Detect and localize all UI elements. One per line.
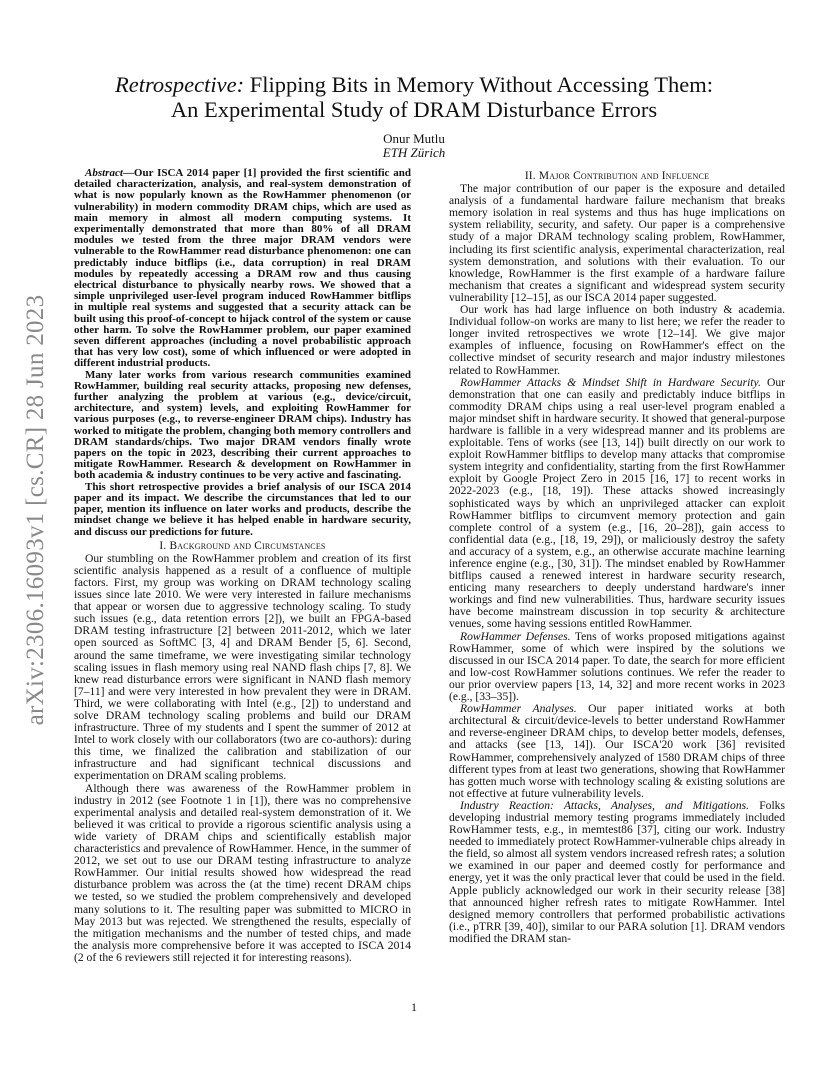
analyses-paragraph: Our paper initiated works at both architectural & circuit/device-levels to better understand RowHammer and reverse-engineer DRAM chips, to develop better models, defenses, and attacks (see [13, 14]). Our ISCA'20 work [36] revisited RowHammer, comprehensively analyzed of 1580 DRAM chips of three different types from at least two generations, showing that RowHammer has gotten much worse with technology scaling & existing solutions are not effective at future vulnerability levels. bbox=[449, 702, 786, 800]
section-1-paragraph-2: Although there was awareness of the RowHammer problem in industry in 2012 (see Footnote 1 in [1]), there was no comprehensive experimental analysis and detailed real-system demonstration of it. We believed it was critical to provide a rigorous scientific analysis using a wide variety of DRAM chips and scientifically establish major characteristics and prevalence of RowHammer. Hence, in the summer of 2012, we set out to use our DRAM testing infrastructure to analyze RowHammer. Our initial results showed how widespread the read disturbance problem was across the (at the time) recent DRAM chips we tested, so we studied the problem comprehensively and developed many solutions to it. The resulting paper was submitted to MICRO in May 2013 but was rejected. We strengthened the results, especially of the mitigation mechanisms and the number of tested chips, and made the analysis more comprehensive before it was accepted to ISCA 2014 (2 of the 6 reviewers still rejected it for interesting reasons). bbox=[74, 781, 411, 964]
section-1-heading bbox=[74, 540, 411, 552]
defenses-heading: RowHammer Defenses. bbox=[460, 629, 571, 643]
section-2-paragraph-2: Our work has had large influence on both industry & academia. Individual follow-on works are many to list here; we refer the reader to longer invited retrospectives we wrote [12–14]. We give major examples of influence, focusing on RowHammer's effect on the collective mindset of security research and major industry milestones related to RowHammer. bbox=[449, 303, 785, 377]
section-1-title: Background and Circumstances bbox=[169, 539, 326, 552]
defenses-paragraph: Tens of works proposed mitigations against RowHammer, some of which were inspired by the solutions we discussed in our ISCA 2014 paper. To date, the search for more efficient and low-cost RowHammer solutions continues. We refer the reader to our prior overview papers [13, 14, 32] and more recent works in 2023 (e.g., [33–35]). bbox=[449, 629, 785, 704]
industry-heading: Industry Reaction: Attacks, Analyses, and Mitigations. bbox=[460, 798, 750, 812]
abstract-paragraph-3: This short retrospective provides a brief analysis of our ISCA 2014 paper and its impact. We describe the circumstances that led to our paper, mention its influence on later works and products, describe the mindset change we believe it has helped enable in hardware security, and discuss our predictions for future. bbox=[74, 480, 411, 538]
section-2-number: II. bbox=[524, 170, 536, 182]
paper-title bbox=[90, 72, 738, 122]
right-column bbox=[449, 168, 785, 945]
arxiv-sidebar bbox=[16, 290, 56, 730]
section-2-paragraph-1: The major contribution of our paper is the exposure and detailed analysis of a fundamental hardware failure mechanism that breaks memory isolation in real systems and thus has huge implications on system reliability, security, and safety. Our paper is a comprehensive study of a major DRAM technology scaling problem, RowHammer, including its first scientific analysis, experimental characterization, real system demonstration, and solutions with their evaluation. To our knowledge, RowHammer is the first example of a hardware failure mechanism that creates a significant and widespread system security vulnerability [12–15], as our ISCA 2014 paper suggested. bbox=[449, 182, 785, 304]
arxiv-identifier[interactable]: arXiv:2306.16093v1 [cs.CR] 28 Jun 2023 bbox=[22, 294, 49, 726]
analyses-heading: RowHammer Analyses. bbox=[460, 702, 577, 716]
section-2-title: Major Contribution and Influence bbox=[538, 170, 710, 182]
section-2-heading bbox=[449, 170, 785, 182]
left-column bbox=[74, 168, 411, 964]
section-1-paragraph-1: Our stumbling on the RowHammer problem and creation of its first scientific analysis happened as a result of a confluence of multiple factors. First, my group was working on DRAM technology scaling issues since late 2010. We were very interested in failure mechanisms that appear or worsen due to aggressive technology scaling. To study such issues (e.g., data retention errors [2]), we built an FPGA-based DRAM testing infrastructure [2] between 2011-2012, which we later open sourced as SoftMC [3, 4] and DRAM Bender [5, 6]. Second, around the same timeframe, we were investigating similar technology scaling issues in flash memory using real NAND flash chips [7, 8]. We knew read disturbance errors were significant in NAND flash memory [7–11] and were very interested in how prevalent they were in DRAM. Third, we were collaborating with Intel (e.g., [2]) to understand and solve DRAM technology scaling problems and build our DRAM infrastructure. Three of my students and I spent the summer of 2012 at Intel to work closely with our collaborators (two are co-authors): during this time, we finalized the calibration and stabilization of our infrastructure and had significant technical discussions and experimentation on DRAM scaling problems. bbox=[74, 551, 411, 783]
section-1-number: I. bbox=[159, 539, 167, 552]
attacks-heading: RowHammer Attacks & Mindset Shift in Hardware Security. bbox=[460, 375, 761, 389]
title-line2: An Experimental Study of DRAM Disturbance Errors bbox=[170, 97, 658, 122]
title-line1: Flipping Bits in Memory Without Accessing Them: bbox=[244, 72, 713, 97]
abstract-paragraph-1: —Our ISCA 2014 paper [1] provided the first scientific and detailed characterization, analysis, and real-system demonstration of what is now popularly known as the RowHammer phenomenon (or vulnerability) in modern commodity DRAM chips, which are used as main memory in almost all modern computing systems. It experimentally demonstrated that more than 80% of all DRAM modules we tested from the three major DRAM vendors were vulnerable to the RowHammer read disturbance phenomenon: one can predictably induce bitflips (i.e., data corruption) in real DRAM modules by repeatedly accessing a DRAM row and thus causing electrical disturbance to physically nearby rows. We showed that a simple unprivileged user-level program induced RowHammer bitflips in multiple real systems and suggested that a security attack can be built using this proof-of-concept to hijack control of the system or cause other harm. To solve the RowHammer problem, our paper examined seven different approaches (including a novel probabilistic approach that has very low cost), some of which influenced or were adopted in different industrial products. bbox=[74, 167, 411, 370]
abstract-label: Abstract bbox=[85, 167, 123, 179]
title-italic: Retrospective: bbox=[115, 72, 245, 97]
industry-paragraph: Folks developing industrial memory testing programs immediately included RowHammer tests, e.g., in memtest86 [37], citing our work. Industry needed to immediately protect RowHammer-vulnerable chips already in the field, so almost all system vendors increased refresh rates; a solution we examined in our paper and deemed costly for performance and energy, yet it was the only practical lever that could be used in the field. Apple publicly acknowledged our work in their security release [38] that announced higher refresh rates to mitigate RowHammer. Intel designed memory controllers that performed probabilistic activations (i.e., pTRR [39, 40]), similar to our PARA solution [1]. DRAM vendors modified the DRAM stan- bbox=[449, 798, 785, 945]
abstract-paragraph-2: Many later works from various research communities examined RowHammer, building real security attacks, proposing new defenses, further analyzing the problem at various (e.g., device/circuit, architecture, and system) levels, and exploiting RowHammer for various purposes (e.g., to reverse-engineer DRAM chips). Industry has worked to mitigate the problem, changing both memory controllers and DRAM standards/chips. Two major DRAM vendors finally wrote papers on the topic in 2023, describing their current approaches to mitigate RowHammer. Research & development on RowHammer in both academia & industry continues to be very active and fascinating. bbox=[74, 368, 411, 482]
page-number: 1 bbox=[411, 1000, 417, 1014]
author-name: Onur Mutlu bbox=[383, 131, 445, 146]
author-affiliation: ETH Zürich bbox=[382, 145, 446, 160]
attacks-paragraph: Our demonstration that one can easily and predictably induce bitflips in commodity DRAM chips using a real user-level program enabled a major mindset shift in hardware security. It showed that general-purpose hardware is fallible in a very widespread manner and its problems are exploitable. Tens of works (see [13, 14]) built directly on our work to exploit RowHammer bitflips to develop many attacks that compromise system integrity and confidentiality, starting from the first RowHammer exploit by Google Project Zero in 2015 [16, 17] to recent works in 2022-2023 (e.g., [18, 19]). These attacks showed increasingly sophisticated ways by which an unprivileged attacker can exploit RowHammer bitflips to circumvent memory protection and gain complete control of a system (e.g., [16, 20–28]), gain access to confidential data (e.g., [18, 19, 29]), or maliciously destroy the safety and accuracy of a system, e.g., an otherwise accurate machine learning inference engine (e.g., [30, 31]). The mindset enabled by RowHammer bitflips caused a renewed interest in hardware security research, enticing many researchers to deeply understand hardware's inner workings and find new vulnerabilities. Thus, hardware security issues have become mainstream discussion in top security & architecture venues, some having sessions entitled RowHammer. bbox=[449, 375, 786, 631]
abstract bbox=[74, 168, 411, 538]
